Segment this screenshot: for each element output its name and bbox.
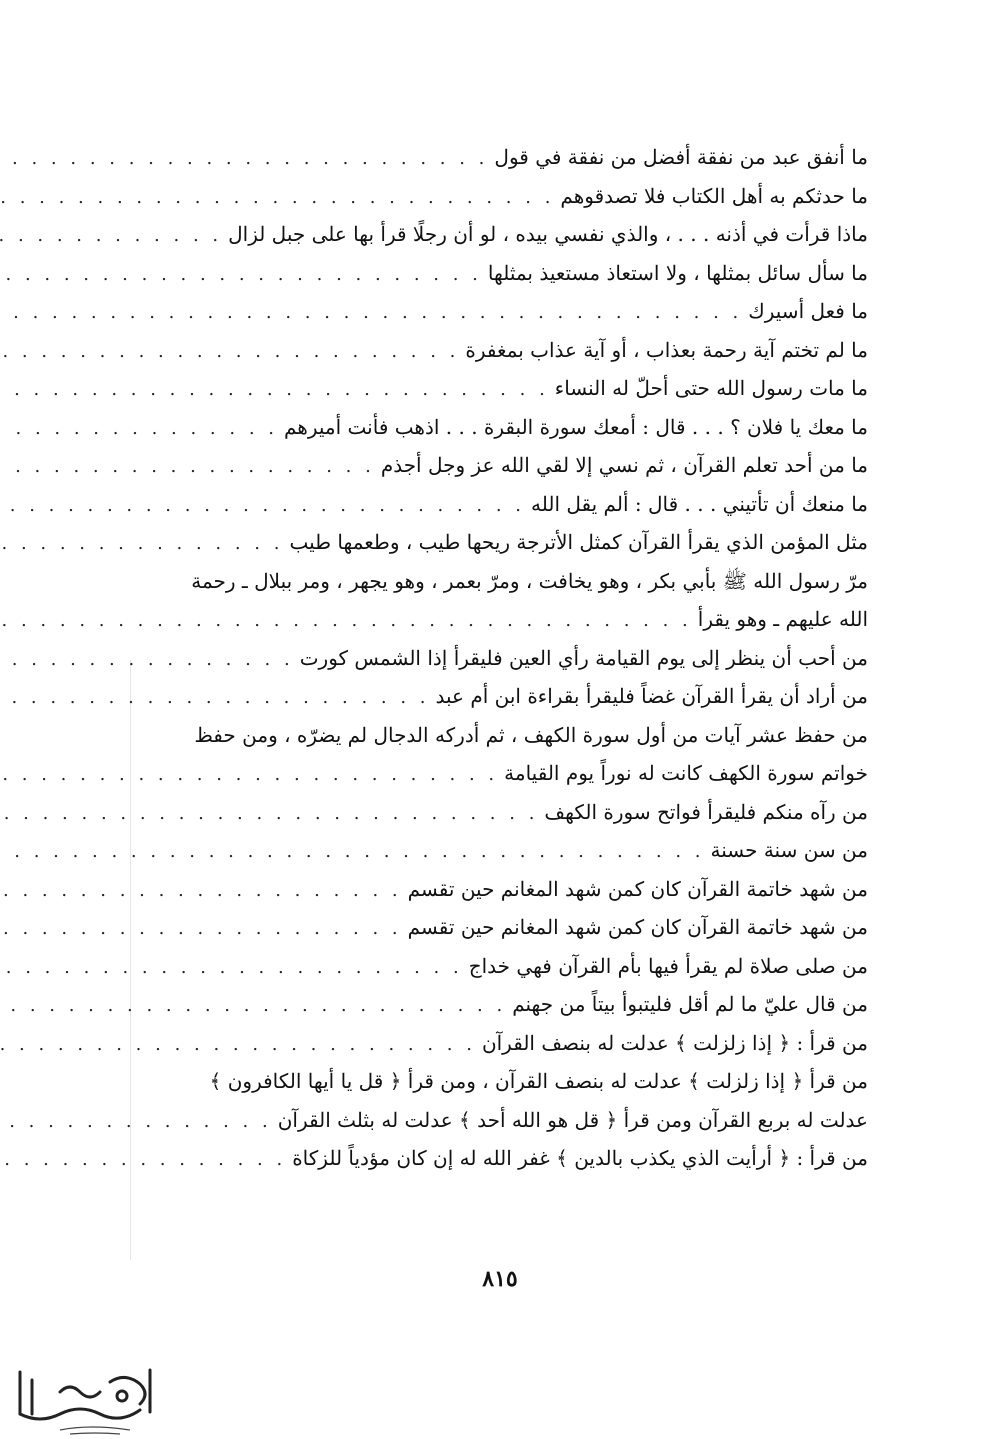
entry-text: الله عليهم ـ وهو يقرأ	[697, 607, 868, 631]
entry-text: من قرأ ﴿ إذا زلزلت ﴾ عدلت له بنصف القرآن ، ومن قرأ ﴿ قل يا أيها الكافرون ﴾	[209, 1069, 868, 1093]
entry-text: من قرأ : ﴿ إذا زلزلت ﴾ عدلت له بنصف القرآن	[481, 1030, 868, 1055]
index-entry	[170, 446, 868, 485]
index-entry	[170, 716, 868, 755]
entry-text: ما سأل سائل بمثلها ، ولا استعاذ مستعيذ بمثلها	[487, 260, 868, 285]
entry-text: من قال عليّ ما لم أقل فليتبوأ بيتاً من جهنم	[512, 992, 868, 1016]
entry-text: من شهد خاتمة القرآن كان كمن شهد المغانم حين تقسم	[407, 876, 868, 901]
dot-leader	[0, 949, 463, 988]
index-entry	[170, 793, 868, 832]
index-entry	[170, 523, 868, 562]
dot-leader	[0, 756, 498, 795]
index-entry	[170, 177, 868, 216]
index-entry	[170, 331, 868, 370]
entry-text: ما مات رسول الله حتى أحلّ له النساء	[554, 376, 868, 400]
index-entry	[170, 254, 868, 293]
dot-leader	[0, 217, 222, 256]
index-entry	[170, 1101, 868, 1140]
index-entry	[170, 1024, 868, 1063]
entry-text: من قرأ : ﴿ أرأيت الذي يكذب بالدين ﴾ غفر الله له إن كان مؤدياً للزكاة	[292, 1146, 868, 1170]
dot-leader	[0, 294, 742, 333]
hadith-index-list	[170, 138, 868, 1178]
dot-leader	[0, 140, 488, 179]
entry-text: مثل المؤمن الذي يقرأ القرآن كمثل الأترجة ريحها طيب ، وطعمها طيب	[289, 530, 868, 554]
index-entry	[170, 1062, 868, 1101]
dot-leader	[0, 371, 549, 410]
entry-text: ما معك يا فلان ؟ . . . قال : أمعك سورة البقرة . . . اذهب فأنت أميرهم	[283, 414, 868, 439]
index-entry	[170, 870, 868, 909]
page-number: ٨١٥	[482, 1266, 518, 1292]
dot-leader	[0, 987, 506, 1026]
entry-text: ما منعك أن تأتيني . . . قال : ألم يقل الله	[531, 491, 868, 516]
dot-leader	[0, 641, 294, 680]
dot-leader	[0, 525, 283, 564]
index-entry	[170, 600, 868, 639]
entry-text: عدلت له بربع القرآن ومن قرأ ﴿ قل هو الله أحد ﴾ عدلت له بثلث القرآن	[277, 1107, 868, 1132]
dot-leader	[0, 448, 375, 487]
dot-leader	[0, 1026, 476, 1065]
dot-leader	[0, 602, 692, 641]
index-entry	[170, 831, 868, 870]
index-entry	[170, 292, 868, 331]
entry-text: من صلى صلاة لم يقرأ فيها بأم القرآن فهي خداج	[468, 953, 868, 978]
entry-text: من حفظ عشر آيات من أول سورة الكهف ، ثم أدركه الدجال لم يضرّه ، ومن حفظ	[194, 722, 868, 747]
index-entry	[170, 947, 868, 986]
entry-text: من أراد أن يقرأ القرآن غضاً فليقرأ بقراءة ابن أم عبد	[435, 684, 868, 708]
entry-text: من سن سنة حسنة	[710, 838, 868, 862]
dot-leader	[0, 179, 554, 218]
index-entry	[170, 677, 868, 716]
library-stamp-logo	[0, 1352, 180, 1439]
entry-text: مرّ رسول الله ﷺ بأبي بكر ، وهو يخافت ، ومرّ بعمر ، وهو يجهر ، ومر ببلال ـ رحمة	[191, 568, 868, 593]
index-entry	[170, 485, 868, 524]
dot-leader	[0, 795, 538, 834]
dot-leader	[0, 410, 278, 449]
entry-text: من رآه منكم فليقرأ فواتح سورة الكهف	[544, 799, 868, 824]
index-entry	[170, 985, 868, 1024]
dot-leader	[0, 833, 705, 872]
dot-leader	[0, 910, 402, 949]
dot-leader	[0, 1103, 272, 1142]
entry-text: ما لم تختم آية رحمة بعذاب ، أو آية عذاب بمغفرة	[465, 337, 868, 362]
index-entry	[170, 754, 868, 793]
index-entry	[170, 215, 868, 254]
dot-leader	[0, 1141, 286, 1180]
index-entry	[170, 908, 868, 947]
entry-text: ما حدثكم به أهل الكتاب فلا تصدقوهم	[560, 183, 868, 208]
entry-text: من شهد خاتمة القرآن كان كمن شهد المغانم حين تقسم	[407, 915, 868, 939]
dot-leader	[0, 333, 459, 372]
dot-leader	[0, 487, 525, 526]
index-entry	[170, 639, 868, 678]
dot-leader	[0, 679, 430, 718]
index-entry	[170, 1139, 868, 1178]
dot-leader	[0, 872, 402, 911]
index-entry	[170, 138, 868, 177]
entry-text: خواتم سورة الكهف كانت له نوراً يوم القيامة	[504, 761, 868, 785]
index-entry	[170, 369, 868, 408]
entry-text: ما أنفق عبد من نفقة أفضل من نفقة في قول	[494, 145, 868, 169]
index-entry	[170, 408, 868, 447]
entry-text: من أحب أن ينظر إلى يوم القيامة رأي العين فليقرأ إذا الشمس كورت	[299, 645, 868, 670]
dot-leader	[0, 256, 482, 295]
entry-text: ما من أحد تعلم القرآن ، ثم نسي إلا لقي الله عز وجل أجذم	[380, 453, 868, 477]
entry-text: ما فعل أسيرك	[748, 299, 868, 323]
entry-text: ماذا قرأت في أذنه . . . ، والذي نفسي بيده ، لو أن رجلًا قرأ بها على جبل لزال	[228, 222, 868, 246]
index-entry	[170, 562, 868, 601]
